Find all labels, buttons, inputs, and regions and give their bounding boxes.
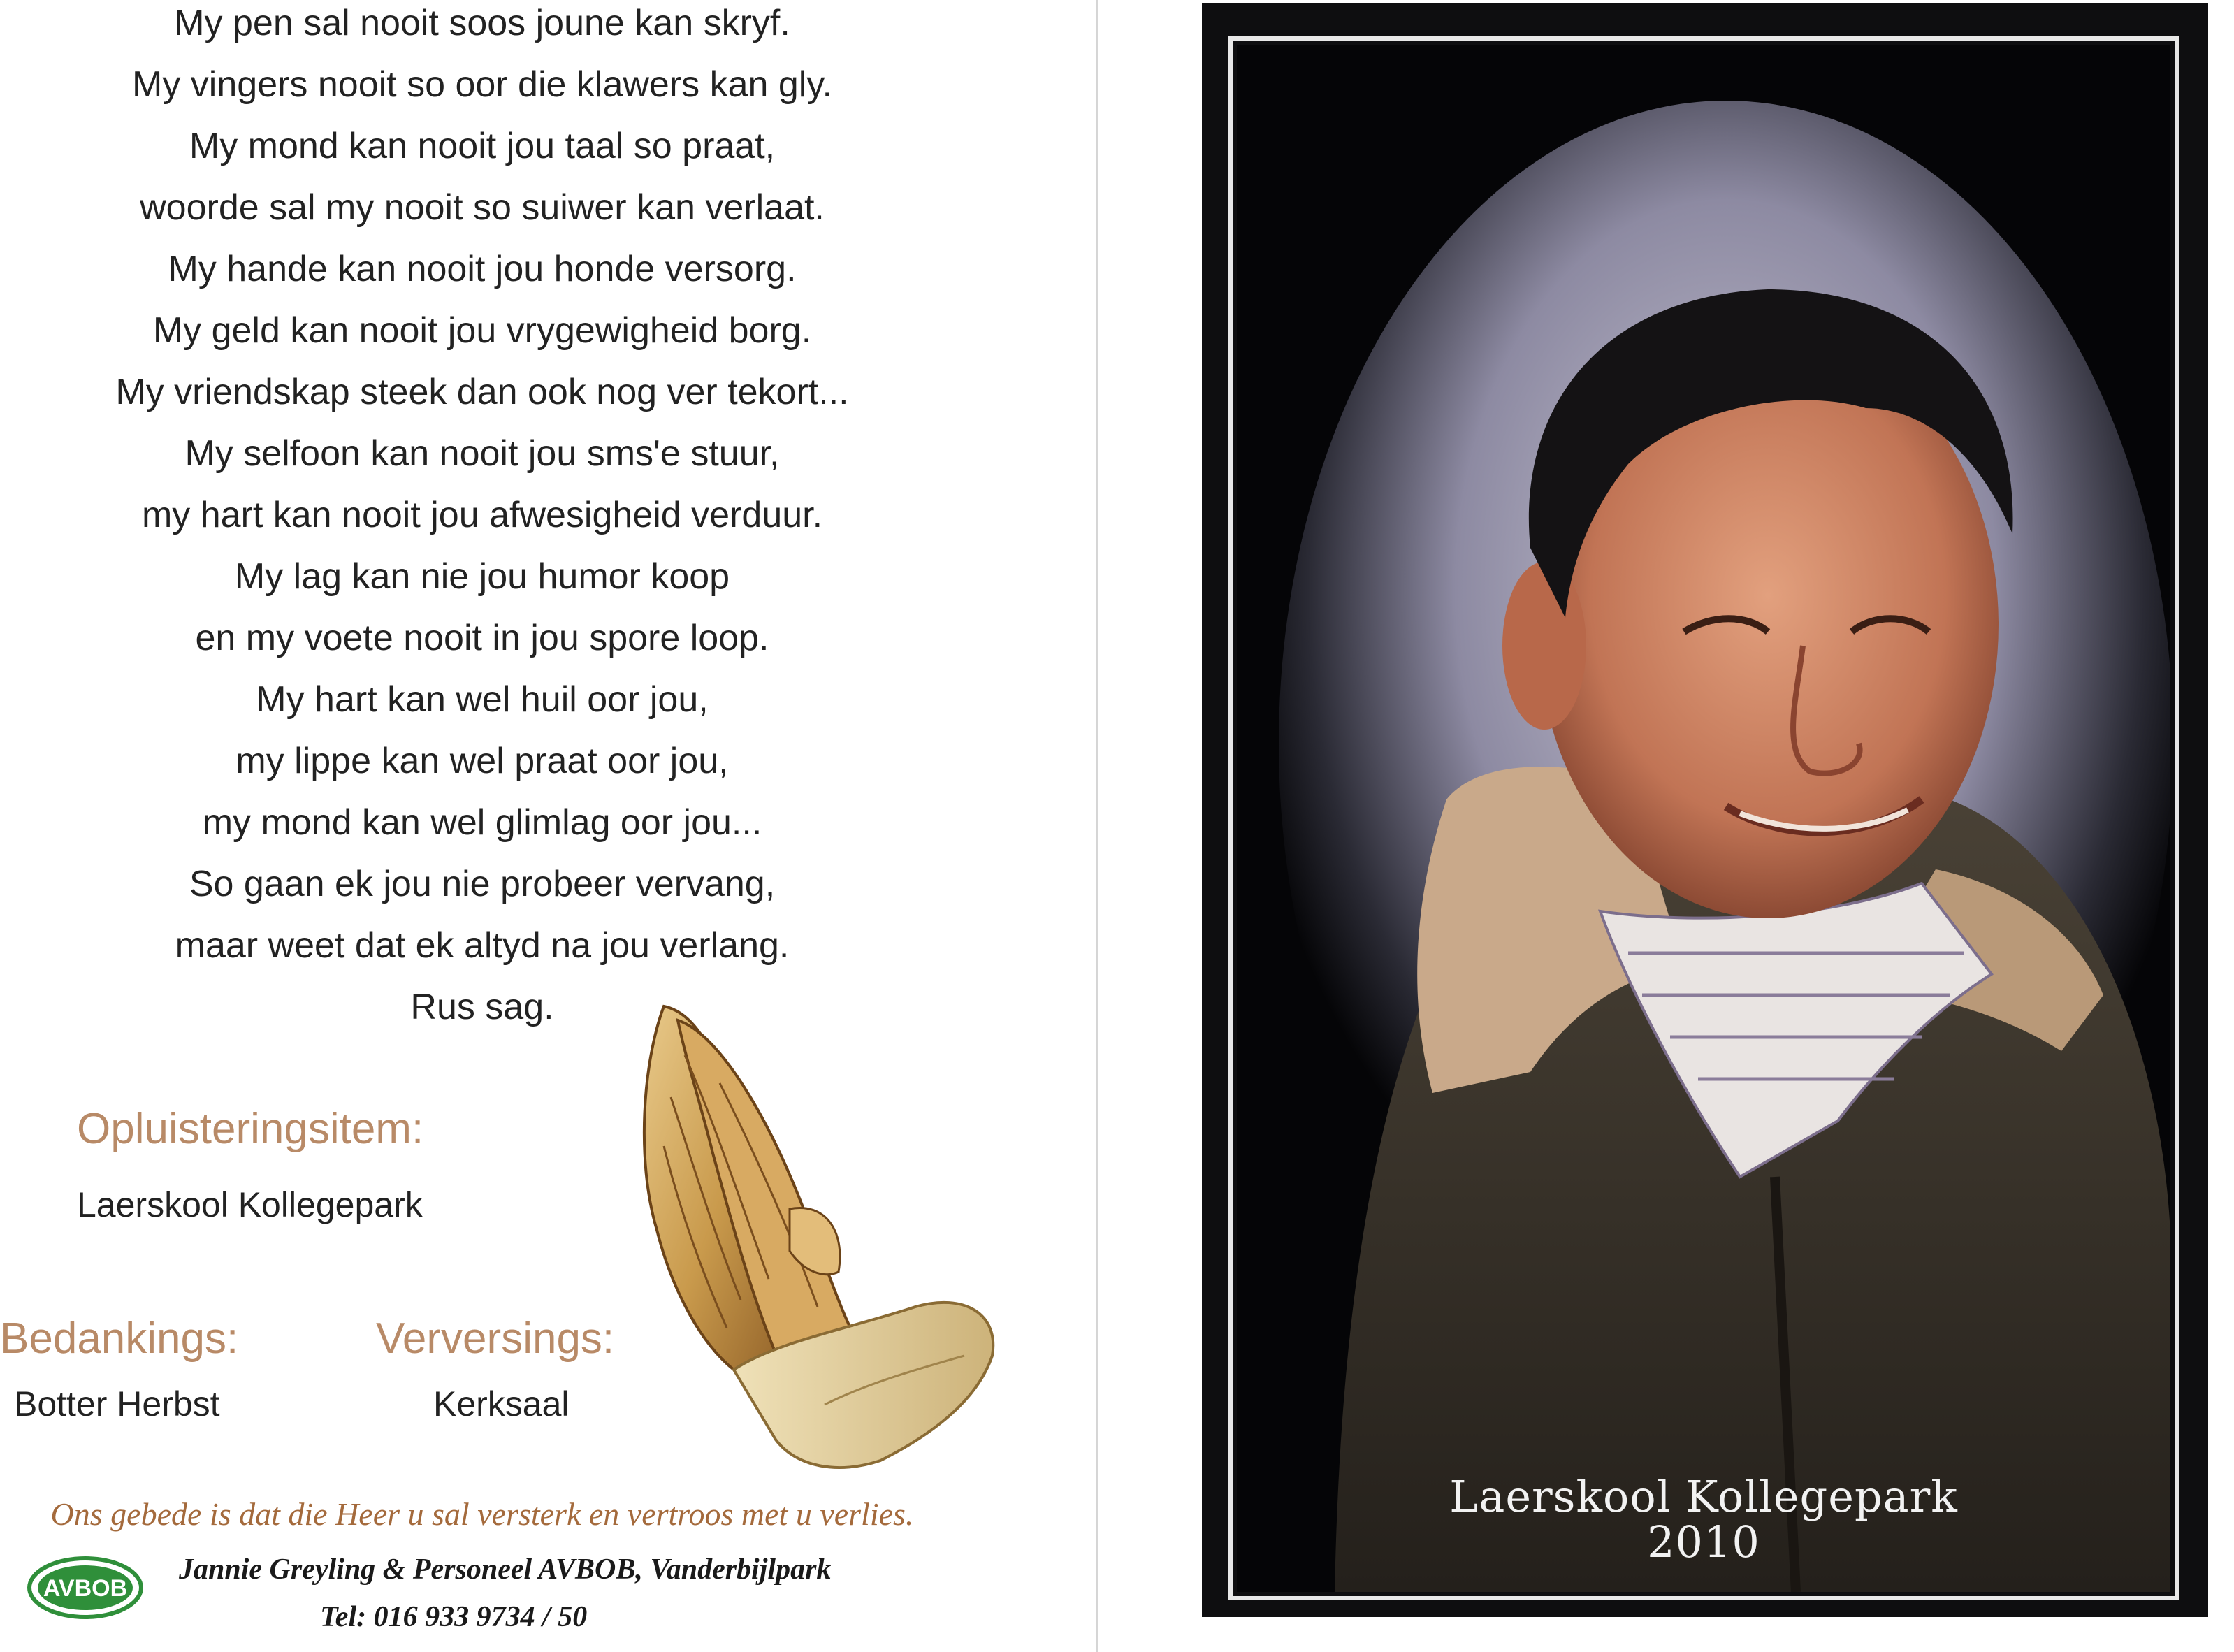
poem-line: My mond kan nooit jou taal so praat, <box>189 126 776 166</box>
right-panel <box>1098 0 2234 1652</box>
poem-line: My vingers nooit so oor die klawers kan gly. <box>132 64 832 105</box>
verversings-heading: Verversings: <box>376 1314 615 1363</box>
poem-line: My geld kan nooit jou vrygewigheid borg. <box>152 310 812 351</box>
bedankings-value: Botter Herbst <box>14 1384 220 1423</box>
photo-frame-border <box>1228 36 2179 1600</box>
poem-line: My vriendskap steek dan ook nog ver tekort... <box>115 372 849 412</box>
opluistering-value: Laerskool Kollegepark <box>77 1185 423 1224</box>
poem-line: en my voete nooit in jou spore loop. <box>195 618 769 658</box>
prayer-text: Ons gebede is dat die Heer u sal versterk en vertroos met u verlies. <box>50 1496 914 1532</box>
praying-hands-icon <box>615 978 1006 1481</box>
poem-line: maar weet dat ek altyd na jou verlang. <box>175 925 790 966</box>
poem-line: My lag kan nie jou humor koop <box>234 556 730 597</box>
left-panel <box>0 0 1098 1652</box>
funeral-staff-line: Jannie Greyling & Personeel AVBOB, Vanderbijlpark <box>179 1553 832 1586</box>
poem-line: Rus sag. <box>410 987 554 1027</box>
telephone-line: Tel: 016 933 9734 / 50 <box>320 1601 588 1633</box>
photo-caption-year: 2010 <box>1647 1516 1760 1567</box>
poem-line: My selfoon kan nooit jou sms'e stuur, <box>184 433 780 474</box>
poem-line: my hart kan nooit jou afwesigheid verduur. <box>141 495 823 535</box>
avbob-logo-icon <box>27 1556 144 1620</box>
poem-line: My hande kan nooit jou honde versorg. <box>168 249 797 289</box>
poem-line: My hart kan wel huil oor jou, <box>256 679 709 720</box>
photo-caption-school: Laerskool Kollegepark <box>1449 1471 1958 1522</box>
poem-line: My pen sal nooit soos joune kan skryf. <box>174 3 790 43</box>
poem-line: So gaan ek jou nie probeer vervang, <box>189 864 776 904</box>
verversings-value: Kerksaal <box>433 1384 570 1423</box>
poem-line: woorde sal my nooit so suiwer kan verlaat. <box>140 187 825 228</box>
logo-text: AVBOB <box>43 1575 128 1602</box>
poem-line: my lippe kan wel praat oor jou, <box>235 741 729 781</box>
opluistering-heading: Opluisteringsitem: <box>77 1105 424 1153</box>
bedankings-heading: Bedankings: <box>0 1314 239 1363</box>
poem <box>0 0 964 1045</box>
poem-line: my mond kan wel glimlag oor jou... <box>202 802 762 843</box>
